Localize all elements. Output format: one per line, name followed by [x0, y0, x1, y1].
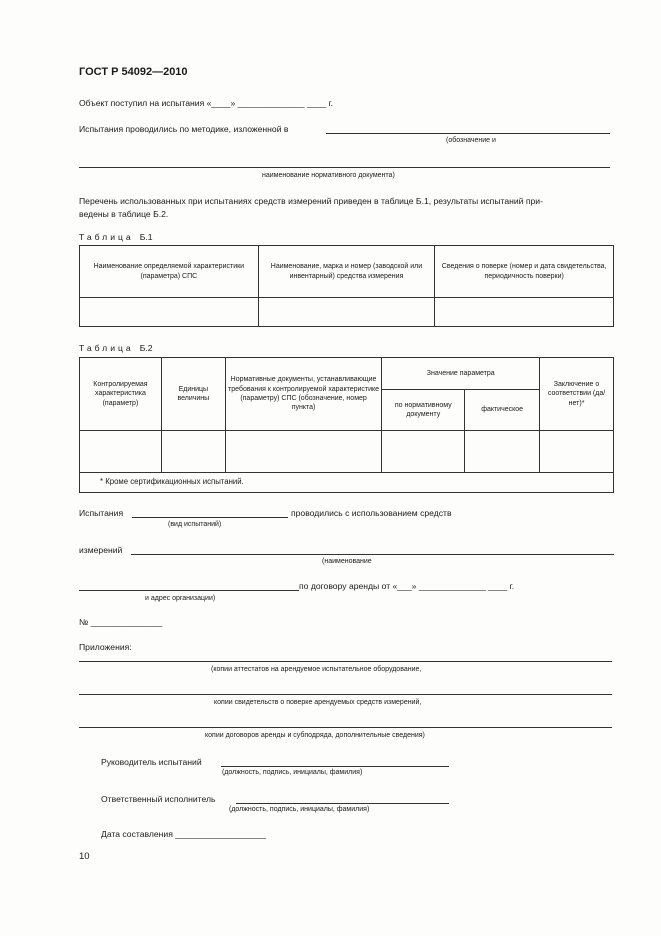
table2-cell: [80, 431, 162, 473]
table-b2: [79, 357, 614, 493]
attach-underline-2: [79, 694, 612, 695]
table1-caption: [79, 232, 153, 242]
table2-footnote: * Кроме сертификационных испытаний.: [80, 473, 614, 493]
attach-underline-1: [79, 661, 612, 662]
table2-header-conclusion: Заключение о соответствии (да/нет)*: [540, 358, 614, 431]
table1-header-verification: Сведения о поверке (номер и дата свидетельства, периодичность поверки): [435, 246, 614, 298]
table2-cell: [382, 431, 465, 473]
attach-underline-3: [79, 727, 612, 728]
head-underline: [221, 766, 449, 767]
tests-caption: (вид испытаний): [168, 521, 222, 528]
table1-cell: [80, 298, 259, 327]
page-number: 10: [79, 851, 90, 862]
paragraph-line-2: ведены в таблице Б.2.: [79, 209, 169, 219]
table2-caption-word: Таблица: [79, 343, 134, 353]
table2-header-docs: Нормативные документы, устанавливающие требования к контролируемой характеристике (параметру) СПС (обозначение, номер пункта): [225, 358, 382, 431]
measure-label: измерений: [79, 545, 123, 555]
rent-underline: [79, 590, 299, 591]
table2-number: Б.2: [139, 343, 153, 353]
rent-caption: и адрес организации): [145, 595, 216, 602]
table2-cell: [161, 431, 225, 473]
method-line: Испытания проводились по методике, изложенной в: [79, 124, 289, 134]
table2-header-units: Единицы величины: [161, 358, 225, 431]
measure-underline: [131, 554, 614, 555]
method-caption-1: (обозначение и: [446, 137, 496, 144]
tests-after: проводились с использованием средств: [291, 508, 452, 518]
table2-caption: [79, 343, 153, 353]
attachments-label: Приложения:: [79, 642, 132, 652]
table2-header-actual: фактическое: [465, 390, 540, 431]
executor-underline: [236, 803, 449, 804]
rent-text: по договору аренды от «___» ______________ ____ г.: [299, 581, 515, 591]
attach-caption-3: копии договоров аренды и субподряда, дополнительные сведения): [205, 732, 425, 739]
method-underline-2: [79, 167, 610, 168]
table1-header-instrument: Наименование, марка и номер (заводской или инвентарный) средства измерения: [258, 246, 435, 298]
executor-caption: (должность, подпись, инициалы, фамилия): [229, 806, 370, 813]
head-caption: (должность, подпись, инициалы, фамилия): [222, 769, 363, 776]
head-label: Руководитель испытаний: [101, 757, 202, 767]
attach-caption-2: копии свидетельств о поверке арендуемых средств измерений,: [214, 699, 422, 706]
table2-header-normative: по нормативному документу: [382, 390, 465, 431]
method-underline: [326, 133, 610, 134]
executor-label: Ответственный исполнитель: [101, 794, 216, 804]
table1-cell: [258, 298, 435, 327]
table2-cell: [465, 431, 540, 473]
table2-header-value: Значение параметра: [382, 358, 540, 390]
attach-caption-1: (копии аттестатов на арендуемое испытательное оборудование,: [211, 666, 422, 673]
measure-caption: (наименование: [322, 558, 372, 565]
table1-header-characteristic: Наименование определяемой характеристики (параметра) СПС: [80, 246, 259, 298]
number-line: № _______________: [79, 617, 163, 627]
tests-underline: [132, 517, 288, 518]
table-b1: [79, 245, 614, 327]
table2-header-param: Контролируемая характеристика (параметр): [80, 358, 162, 431]
table1-number: Б.1: [139, 232, 153, 242]
table2-cell: [225, 431, 382, 473]
table1-cell: [435, 298, 614, 327]
paragraph-line-1: Перечень использованных при испытаниях средств измерений приведен в таблице Б.1, результаты испытаний при-: [79, 196, 543, 206]
received-line: Объект поступил на испытания «____» ______________ ____ г.: [79, 98, 333, 108]
table2-cell: [540, 431, 614, 473]
table1-caption-word: Таблица: [79, 232, 134, 242]
document-header: ГОСТ Р 54092—2010: [79, 66, 188, 78]
date-line: Дата составления ___________________: [101, 829, 267, 839]
method-caption-2: наименование нормативного документа): [262, 172, 395, 179]
tests-label: Испытания: [79, 508, 124, 518]
